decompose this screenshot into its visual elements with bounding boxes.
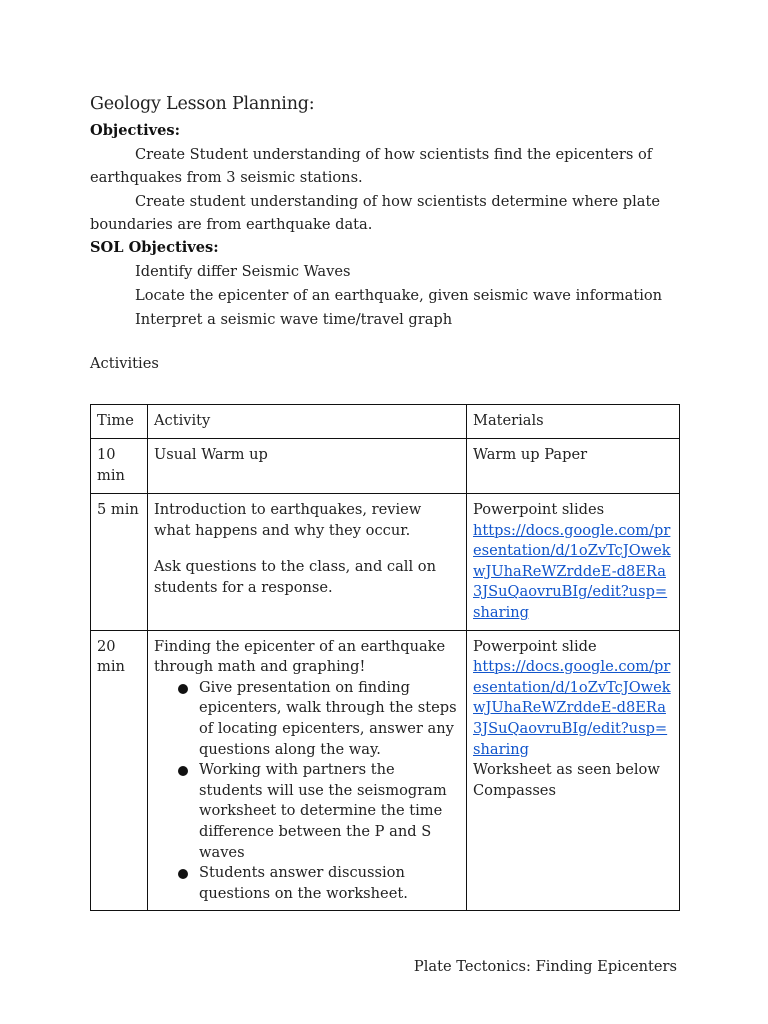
row-1-materials: Warm up Paper: [467, 439, 680, 494]
list-item: [175, 678, 460, 760]
row-2-activity-intro: Introduction to earthquakes, review what happens and why they occur.: [154, 501, 422, 539]
header-materials: Materials: [467, 405, 680, 439]
objective-1-line-1: Create Student understanding of how scientists find the epicenters of: [135, 146, 653, 163]
row-2-activity-questions: Ask questions to the class, and call on students for a response.: [154, 558, 436, 596]
row-2-time: 5 min: [91, 494, 148, 631]
objectives-label: Objectives:: [90, 122, 181, 139]
page-footer: Plate Tectonics: Finding Epicenters: [413, 958, 677, 975]
row-3-slides-link[interactable]: https://docs.google.com/presentation/d/1oZvTcJOwekwJUhaReWZrddeE-d8ERa3JSuQaovruBIg/edit?usp=sharing: [473, 658, 671, 758]
sol-objective-2: Locate the epicenter of an earthquake, given seismic wave information: [135, 287, 663, 304]
bullet-text: Give presentation on finding epicenters, walk through the steps of locating epicenters, answer any questions along the way.: [199, 678, 457, 758]
bullet-dot-icon: [178, 766, 188, 776]
sol-objectives-label: SOL Objectives:: [90, 239, 219, 256]
activities-heading: Activities: [90, 355, 159, 372]
header-time: Time: [91, 405, 148, 439]
row-3-bullet-list: [154, 678, 460, 905]
row-2-activity: [148, 494, 467, 631]
sol-objective-1: Identify differ Seismic Waves: [135, 263, 351, 280]
list-item: [175, 760, 460, 863]
page-title: Geology Lesson Planning:: [90, 94, 315, 114]
row-2-materials-label: Powerpoint slides: [473, 501, 605, 518]
table-header-row: [91, 405, 680, 439]
row-1-activity: Usual Warm up: [148, 439, 467, 494]
row-3-worksheet: Worksheet as seen below: [473, 761, 660, 779]
row-2-slides-link[interactable]: https://docs.google.com/presentation/d/1oZvTcJOwekwJUhaReWZrddeE-d8ERa3JSuQaovruBIg/edit?usp=sharing: [473, 521, 671, 621]
objective-2-line-2: boundaries are from earthquake data.: [90, 216, 373, 233]
table-row: [91, 494, 680, 631]
row-3-activity: [148, 630, 467, 911]
row-3-time: 20 min: [91, 630, 148, 911]
bullet-text: Working with partners the students will use the seismogram worksheet to determine the time difference between the P and S waves: [199, 761, 447, 861]
table-row: [91, 439, 680, 494]
bullet-dot-icon: [178, 869, 188, 879]
bullet-text: Students answer discussion questions on the worksheet.: [199, 864, 408, 902]
objective-2-line-1: Create student understanding of how scientists determine where plate: [135, 193, 660, 210]
row-3-activity-intro: Finding the epicenter of an earthquake through math and graphing!: [154, 637, 446, 676]
activities-table: [90, 404, 680, 911]
row-3-compasses: Compasses: [473, 781, 556, 799]
objective-1-line-2: earthquakes from 3 seismic stations.: [90, 169, 363, 186]
row-3-materials: [467, 630, 680, 911]
row-1-time: 10 min: [91, 439, 148, 494]
bullet-dot-icon: [178, 684, 188, 694]
row-2-materials: [467, 494, 680, 631]
row-3-materials-label: Powerpoint slide: [473, 637, 597, 655]
header-activity: Activity: [148, 405, 467, 439]
table-row: [91, 630, 680, 911]
list-item: [175, 863, 460, 904]
sol-objective-3: Interpret a seismic wave time/travel graph: [135, 311, 453, 328]
